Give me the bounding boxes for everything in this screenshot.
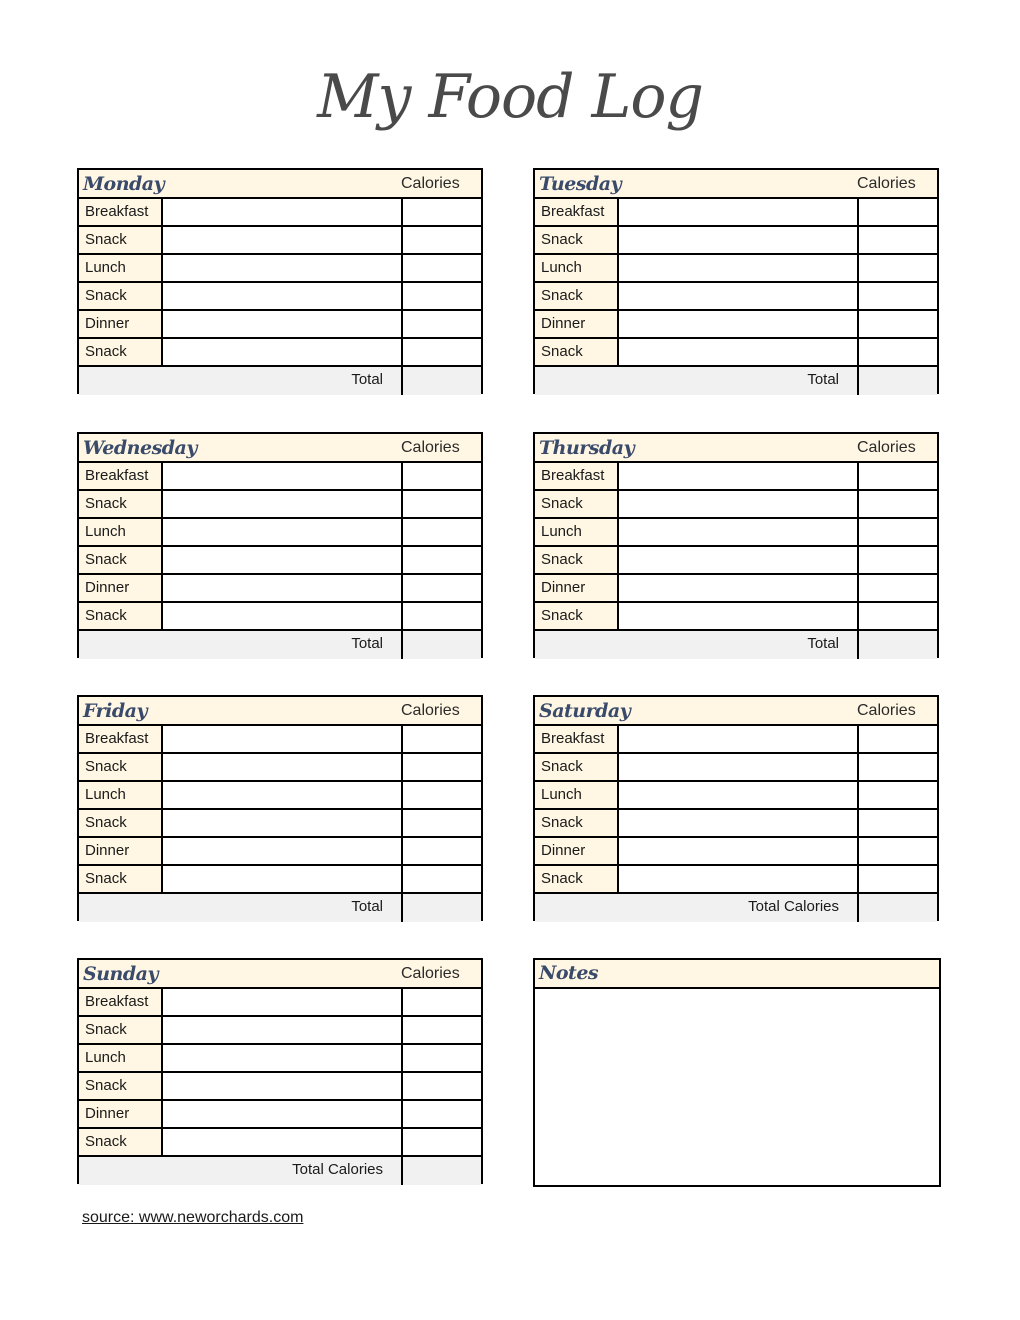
food-entry-cell[interactable] bbox=[163, 866, 403, 892]
food-entry-cell[interactable] bbox=[619, 838, 859, 864]
meal-row-breakfast bbox=[535, 726, 937, 754]
meal-row-snack-1 bbox=[535, 227, 937, 255]
meal-label: Snack bbox=[79, 866, 163, 892]
food-entry-cell[interactable] bbox=[619, 519, 859, 545]
meal-label: Dinner bbox=[535, 838, 619, 864]
day-table-tuesday bbox=[533, 168, 939, 394]
total-label: Total bbox=[79, 894, 403, 922]
day-header bbox=[535, 434, 937, 463]
food-entry-cell[interactable] bbox=[619, 339, 859, 365]
meal-row-snack-3 bbox=[535, 603, 937, 631]
meal-row-dinner bbox=[79, 311, 481, 339]
food-entry-cell[interactable] bbox=[619, 227, 859, 253]
meal-label: Dinner bbox=[535, 575, 619, 601]
meal-label: Snack bbox=[535, 866, 619, 892]
food-entry-cell[interactable] bbox=[619, 255, 859, 281]
meal-row-snack-3 bbox=[79, 603, 481, 631]
total-row bbox=[79, 1157, 481, 1185]
total-row bbox=[79, 367, 481, 395]
calories-entry-cell[interactable] bbox=[859, 491, 937, 517]
food-entry-cell[interactable] bbox=[619, 311, 859, 337]
meal-row-dinner bbox=[79, 575, 481, 603]
food-entry-cell[interactable] bbox=[163, 1073, 403, 1099]
meal-label: Breakfast bbox=[79, 463, 163, 489]
food-entry-cell[interactable] bbox=[163, 575, 403, 601]
food-entry-cell[interactable] bbox=[163, 1017, 403, 1043]
meal-label: Snack bbox=[535, 491, 619, 517]
food-entry-cell[interactable] bbox=[163, 754, 403, 780]
calories-entry-cell[interactable] bbox=[859, 575, 937, 601]
notes-box bbox=[533, 958, 941, 1187]
meal-label: Snack bbox=[535, 810, 619, 836]
total-label: Total Calories bbox=[79, 1157, 403, 1185]
food-entry-cell[interactable] bbox=[163, 255, 403, 281]
food-entry-cell[interactable] bbox=[619, 810, 859, 836]
meal-row-breakfast bbox=[79, 463, 481, 491]
calories-label: Calories bbox=[857, 438, 916, 456]
meal-row-snack-3 bbox=[79, 339, 481, 367]
calories-entry-cell[interactable] bbox=[859, 810, 937, 836]
meal-label: Snack bbox=[79, 283, 163, 309]
meal-row-breakfast bbox=[535, 199, 937, 227]
food-entry-cell[interactable] bbox=[163, 283, 403, 309]
food-entry-cell[interactable] bbox=[163, 838, 403, 864]
meal-label: Dinner bbox=[79, 311, 163, 337]
calories-entry-cell[interactable] bbox=[859, 547, 937, 573]
day-header bbox=[79, 697, 481, 726]
calories-entry-cell[interactable] bbox=[859, 754, 937, 780]
total-calories-cell[interactable] bbox=[859, 367, 937, 395]
food-entry-cell[interactable] bbox=[163, 810, 403, 836]
meal-row-snack-3 bbox=[535, 866, 937, 894]
total-row bbox=[79, 631, 481, 659]
calories-entry-cell[interactable] bbox=[859, 311, 937, 337]
calories-entry-cell[interactable] bbox=[403, 491, 481, 517]
calories-label: Calories bbox=[401, 174, 460, 192]
calories-entry-cell[interactable] bbox=[859, 227, 937, 253]
total-calories-cell[interactable] bbox=[403, 631, 481, 659]
meal-label: Snack bbox=[535, 339, 619, 365]
meal-row-lunch bbox=[79, 1045, 481, 1073]
notes-area[interactable] bbox=[535, 989, 939, 1183]
meal-row-dinner bbox=[535, 311, 937, 339]
meal-label: Dinner bbox=[79, 838, 163, 864]
meal-label: Snack bbox=[79, 491, 163, 517]
food-entry-cell[interactable] bbox=[163, 519, 403, 545]
calories-entry-cell[interactable] bbox=[859, 339, 937, 365]
meal-label: Snack bbox=[535, 547, 619, 573]
calories-entry-cell[interactable] bbox=[403, 575, 481, 601]
food-entry-cell[interactable] bbox=[163, 199, 403, 225]
calories-entry-cell[interactable] bbox=[859, 519, 937, 545]
food-entry-cell[interactable] bbox=[163, 1129, 403, 1155]
calories-entry-cell[interactable] bbox=[403, 838, 481, 864]
meal-row-snack-3 bbox=[535, 339, 937, 367]
meal-label: Breakfast bbox=[79, 199, 163, 225]
meal-label: Snack bbox=[79, 339, 163, 365]
food-entry-cell[interactable] bbox=[163, 726, 403, 752]
day-name: Wednesday bbox=[83, 436, 197, 459]
calories-entry-cell[interactable] bbox=[403, 339, 481, 365]
meal-label: Snack bbox=[535, 603, 619, 629]
food-entry-cell[interactable] bbox=[619, 754, 859, 780]
meal-label: Snack bbox=[535, 754, 619, 780]
calories-entry-cell[interactable] bbox=[403, 989, 481, 1015]
calories-entry-cell[interactable] bbox=[859, 866, 937, 892]
meal-row-snack-2 bbox=[79, 547, 481, 575]
meal-label: Lunch bbox=[79, 1045, 163, 1071]
day-table-friday bbox=[77, 695, 483, 921]
meal-row-snack-2 bbox=[535, 810, 937, 838]
day-name: Monday bbox=[83, 172, 165, 195]
calories-entry-cell[interactable] bbox=[859, 255, 937, 281]
food-entry-cell[interactable] bbox=[163, 782, 403, 808]
meal-row-breakfast bbox=[79, 199, 481, 227]
source-link[interactable]: source: www.neworchards.com bbox=[82, 1209, 304, 1226]
meal-row-snack-1 bbox=[79, 227, 481, 255]
calories-entry-cell[interactable] bbox=[403, 1017, 481, 1043]
calories-entry-cell[interactable] bbox=[403, 603, 481, 629]
food-entry-cell[interactable] bbox=[619, 463, 859, 489]
food-entry-cell[interactable] bbox=[163, 227, 403, 253]
calories-entry-cell[interactable] bbox=[403, 1101, 481, 1127]
meal-row-breakfast bbox=[79, 726, 481, 754]
meal-label: Snack bbox=[535, 283, 619, 309]
calories-entry-cell[interactable] bbox=[403, 547, 481, 573]
calories-entry-cell[interactable] bbox=[403, 1073, 481, 1099]
calories-entry-cell[interactable] bbox=[403, 227, 481, 253]
total-row bbox=[79, 894, 481, 922]
food-entry-cell[interactable] bbox=[163, 339, 403, 365]
meal-row-lunch bbox=[535, 519, 937, 547]
meal-row-snack-3 bbox=[79, 1129, 481, 1157]
day-header bbox=[535, 170, 937, 199]
calories-label: Calories bbox=[401, 964, 460, 982]
meal-row-dinner bbox=[535, 838, 937, 866]
food-entry-cell[interactable] bbox=[163, 603, 403, 629]
day-table-saturday bbox=[533, 695, 939, 921]
meal-label: Snack bbox=[79, 603, 163, 629]
meal-label: Dinner bbox=[79, 1101, 163, 1127]
meal-row-lunch bbox=[79, 519, 481, 547]
meal-label: Snack bbox=[79, 1017, 163, 1043]
total-row bbox=[535, 894, 937, 922]
calories-entry-cell[interactable] bbox=[403, 255, 481, 281]
meal-label: Lunch bbox=[535, 519, 619, 545]
calories-entry-cell[interactable] bbox=[403, 810, 481, 836]
food-entry-cell[interactable] bbox=[163, 547, 403, 573]
calories-entry-cell[interactable] bbox=[859, 726, 937, 752]
day-name: Friday bbox=[83, 699, 148, 722]
total-label: Total bbox=[535, 367, 859, 395]
day-header bbox=[79, 960, 481, 989]
day-name: Tuesday bbox=[539, 172, 622, 195]
meal-row-lunch bbox=[535, 782, 937, 810]
page-title: My Food Log bbox=[317, 62, 703, 132]
food-entry-cell[interactable] bbox=[619, 866, 859, 892]
calories-label: Calories bbox=[857, 174, 916, 192]
meal-row-lunch bbox=[535, 255, 937, 283]
meal-label: Snack bbox=[79, 1129, 163, 1155]
total-label: Total bbox=[79, 367, 403, 395]
total-row bbox=[535, 631, 937, 659]
meal-label: Breakfast bbox=[535, 726, 619, 752]
meal-label: Breakfast bbox=[79, 726, 163, 752]
calories-entry-cell[interactable] bbox=[859, 199, 937, 225]
meal-row-dinner bbox=[535, 575, 937, 603]
calories-entry-cell[interactable] bbox=[403, 726, 481, 752]
meal-row-breakfast bbox=[535, 463, 937, 491]
calories-entry-cell[interactable] bbox=[859, 463, 937, 489]
meal-row-snack-1 bbox=[79, 491, 481, 519]
meal-label: Lunch bbox=[79, 519, 163, 545]
day-header bbox=[535, 697, 937, 726]
calories-entry-cell[interactable] bbox=[403, 1129, 481, 1155]
day-name: Sunday bbox=[83, 962, 158, 985]
meal-row-snack-2 bbox=[79, 1073, 481, 1101]
meal-label: Snack bbox=[535, 227, 619, 253]
meal-label: Lunch bbox=[79, 782, 163, 808]
meal-row-lunch bbox=[79, 255, 481, 283]
food-entry-cell[interactable] bbox=[619, 726, 859, 752]
total-calories-cell[interactable] bbox=[403, 894, 481, 922]
food-entry-cell[interactable] bbox=[619, 782, 859, 808]
meal-row-snack-2 bbox=[535, 283, 937, 311]
total-label: Total bbox=[79, 631, 403, 659]
food-entry-cell[interactable] bbox=[163, 491, 403, 517]
total-row bbox=[535, 367, 937, 395]
food-entry-cell[interactable] bbox=[163, 989, 403, 1015]
day-name: Thursday bbox=[539, 436, 635, 459]
food-entry-cell[interactable] bbox=[619, 283, 859, 309]
calories-entry-cell[interactable] bbox=[859, 782, 937, 808]
meal-row-snack-2 bbox=[79, 810, 481, 838]
meal-row-dinner bbox=[79, 838, 481, 866]
notes-header: Notes bbox=[535, 960, 939, 989]
meal-label: Snack bbox=[79, 547, 163, 573]
calories-entry-cell[interactable] bbox=[859, 603, 937, 629]
day-table-thursday bbox=[533, 432, 939, 658]
calories-label: Calories bbox=[401, 701, 460, 719]
meal-label: Snack bbox=[79, 810, 163, 836]
day-name: Saturday bbox=[539, 699, 631, 722]
day-header bbox=[79, 434, 481, 463]
meal-label: Dinner bbox=[79, 575, 163, 601]
total-calories-cell[interactable] bbox=[859, 631, 937, 659]
calories-label: Calories bbox=[401, 438, 460, 456]
meal-row-breakfast bbox=[79, 989, 481, 1017]
meal-row-dinner bbox=[79, 1101, 481, 1129]
meal-label: Lunch bbox=[535, 782, 619, 808]
meal-label: Breakfast bbox=[79, 989, 163, 1015]
food-entry-cell[interactable] bbox=[619, 547, 859, 573]
total-calories-cell[interactable] bbox=[403, 367, 481, 395]
calories-entry-cell[interactable] bbox=[403, 283, 481, 309]
food-entry-cell[interactable] bbox=[619, 603, 859, 629]
meal-row-snack-1 bbox=[79, 1017, 481, 1045]
calories-entry-cell[interactable] bbox=[403, 311, 481, 337]
total-label: Total Calories bbox=[535, 894, 859, 922]
total-calories-cell[interactable] bbox=[859, 894, 937, 922]
food-entry-cell[interactable] bbox=[619, 491, 859, 517]
meal-row-snack-1 bbox=[79, 754, 481, 782]
meal-label: Snack bbox=[79, 754, 163, 780]
meal-row-snack-3 bbox=[79, 866, 481, 894]
food-entry-cell[interactable] bbox=[163, 311, 403, 337]
meal-row-lunch bbox=[79, 782, 481, 810]
food-entry-cell[interactable] bbox=[619, 575, 859, 601]
meal-label: Lunch bbox=[535, 255, 619, 281]
calories-entry-cell[interactable] bbox=[403, 1045, 481, 1071]
meal-row-snack-1 bbox=[535, 491, 937, 519]
calories-entry-cell[interactable] bbox=[403, 866, 481, 892]
food-entry-cell[interactable] bbox=[163, 1101, 403, 1127]
meal-label: Lunch bbox=[79, 255, 163, 281]
calories-entry-cell[interactable] bbox=[403, 754, 481, 780]
meal-label: Snack bbox=[79, 227, 163, 253]
day-table-wednesday bbox=[77, 432, 483, 658]
calories-entry-cell[interactable] bbox=[859, 283, 937, 309]
day-table-monday bbox=[77, 168, 483, 394]
total-label: Total bbox=[535, 631, 859, 659]
calories-entry-cell[interactable] bbox=[403, 782, 481, 808]
total-calories-cell[interactable] bbox=[403, 1157, 481, 1185]
meal-row-snack-2 bbox=[79, 283, 481, 311]
calories-entry-cell[interactable] bbox=[403, 463, 481, 489]
meal-label: Breakfast bbox=[535, 199, 619, 225]
food-entry-cell[interactable] bbox=[163, 463, 403, 489]
food-entry-cell[interactable] bbox=[163, 1045, 403, 1071]
calories-label: Calories bbox=[857, 701, 916, 719]
calories-entry-cell[interactable] bbox=[859, 838, 937, 864]
day-header bbox=[79, 170, 481, 199]
calories-entry-cell[interactable] bbox=[403, 199, 481, 225]
meal-label: Snack bbox=[79, 1073, 163, 1099]
meal-row-snack-1 bbox=[535, 754, 937, 782]
meal-label: Dinner bbox=[535, 311, 619, 337]
calories-entry-cell[interactable] bbox=[403, 519, 481, 545]
meal-label: Breakfast bbox=[535, 463, 619, 489]
food-entry-cell[interactable] bbox=[619, 199, 859, 225]
day-table-sunday bbox=[77, 958, 483, 1184]
meal-row-snack-2 bbox=[535, 547, 937, 575]
